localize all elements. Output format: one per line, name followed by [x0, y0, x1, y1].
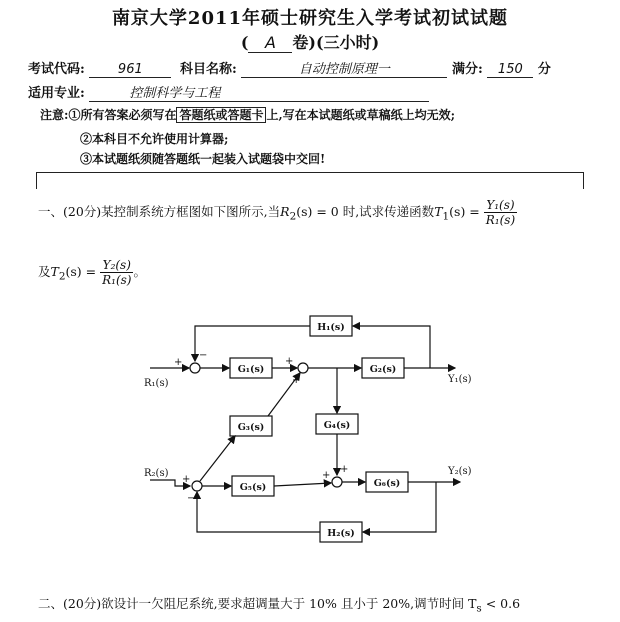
subject-value: 自动控制原理一 [241, 58, 447, 78]
label-r2: R₂(s) [144, 468, 169, 479]
sign-s4-plus-top: + [340, 464, 349, 475]
q2-sub: s [476, 602, 482, 615]
score-label: 满分: [452, 62, 483, 77]
q1-t1: T [434, 204, 443, 219]
q1-prefix: 一、(20分)某控制系统方框图如下图所示,当 [38, 204, 281, 219]
paper-type-handwritten: A [248, 33, 292, 53]
label-g4: G₄(s) [323, 420, 351, 431]
signal-s3-g3 [200, 436, 235, 481]
q1-end: 。 [133, 264, 146, 279]
label-g3: G₃(s) [237, 422, 265, 433]
exam-code-value: 961 [89, 62, 171, 78]
signal-h2-s3 [197, 492, 320, 532]
exam-title: 南京大学2011年硕士研究生入学考试初试试题 [111, 8, 509, 29]
sum-junction-4 [332, 477, 342, 487]
sign-s2-plus-bottom: + [292, 375, 301, 386]
exam-code-label: 考试代码: [28, 62, 85, 77]
sum-junction-1 [190, 363, 200, 373]
note-1-post: 上,写在本试题纸或草稿纸上均无效; [266, 108, 456, 122]
sign-s2-plus-left: + [285, 356, 294, 367]
q1-and: 及 [38, 264, 51, 279]
q1-cond: R [280, 204, 290, 219]
q1-t1-denominator: R₁(s) [485, 213, 516, 227]
label-h1: H₁(s) [317, 322, 345, 333]
q1-t2: T [50, 264, 59, 279]
label-g1: G₁(s) [237, 364, 265, 375]
subject-label: 科目名称: [180, 62, 237, 77]
note-1-pre: ①所有答案必须写在 [68, 108, 177, 122]
signal-y1-h1 [353, 326, 430, 368]
paper-type-suffix: 卷)(三小时) [292, 33, 380, 52]
sign-s3-plus: + [182, 474, 191, 485]
q1-t2-denominator: R₁(s) [102, 273, 132, 287]
sign-s4-plus-left: + [322, 470, 331, 481]
q2-text: 二、(20分)欲设计一欠阻尼系统,要求超调量大于 10% 且小于 20%,调节时间 T [38, 596, 477, 611]
major-label: 适用专业: [28, 86, 85, 101]
sign-s1-plus: + [174, 357, 183, 368]
sign-s3-minus: − [187, 493, 196, 504]
label-g2: G₂(s) [369, 364, 397, 375]
label-y2: Y₂(s) [448, 466, 472, 477]
major-value: 控制科学与工程 [89, 82, 429, 102]
sign-s1-minus: − [199, 350, 208, 361]
q1-t1-tail: (s) = [449, 204, 480, 219]
signal-g5-s4 [274, 483, 331, 486]
note-1-boxed: 答题纸或答题卡 [176, 107, 266, 123]
q1-cond-tail: (s) = 0 时,试求传递函数 [296, 204, 435, 219]
note-2: ②本科目不允许使用计算器; [80, 132, 229, 146]
label-h2: H₂(s) [327, 528, 355, 539]
sum-junction-2 [298, 363, 308, 373]
signal-y2-h2 [363, 482, 436, 532]
q1-t2-tail: (s) = [65, 264, 97, 279]
note-3: ③本试题纸须随答题纸一起装入试题袋中交回! [80, 152, 326, 166]
label-y1: Y₁(s) [448, 374, 472, 385]
paper-type-prefix: ( [240, 33, 249, 52]
label-g5: G₅(s) [239, 482, 267, 493]
q1-t1-sub: 1 [442, 210, 450, 223]
label-g6: G₆(s) [373, 478, 401, 489]
q1-cond-sub: 2 [289, 210, 297, 223]
q2-tail: < 0.6 [481, 596, 521, 611]
label-r1: R₁(s) [144, 378, 169, 389]
score-unit: 分 [537, 62, 551, 77]
q1-t2-numerator: Y₂(s) [100, 258, 133, 273]
score-value: 150 [487, 62, 533, 78]
q1-t1-numerator: Y₁(s) [484, 198, 517, 213]
note-label: 注意: [40, 108, 69, 122]
sum-junction-3 [192, 481, 202, 491]
question-2-line1 [38, 594, 520, 615]
q1-t2-sub: 2 [58, 270, 66, 283]
